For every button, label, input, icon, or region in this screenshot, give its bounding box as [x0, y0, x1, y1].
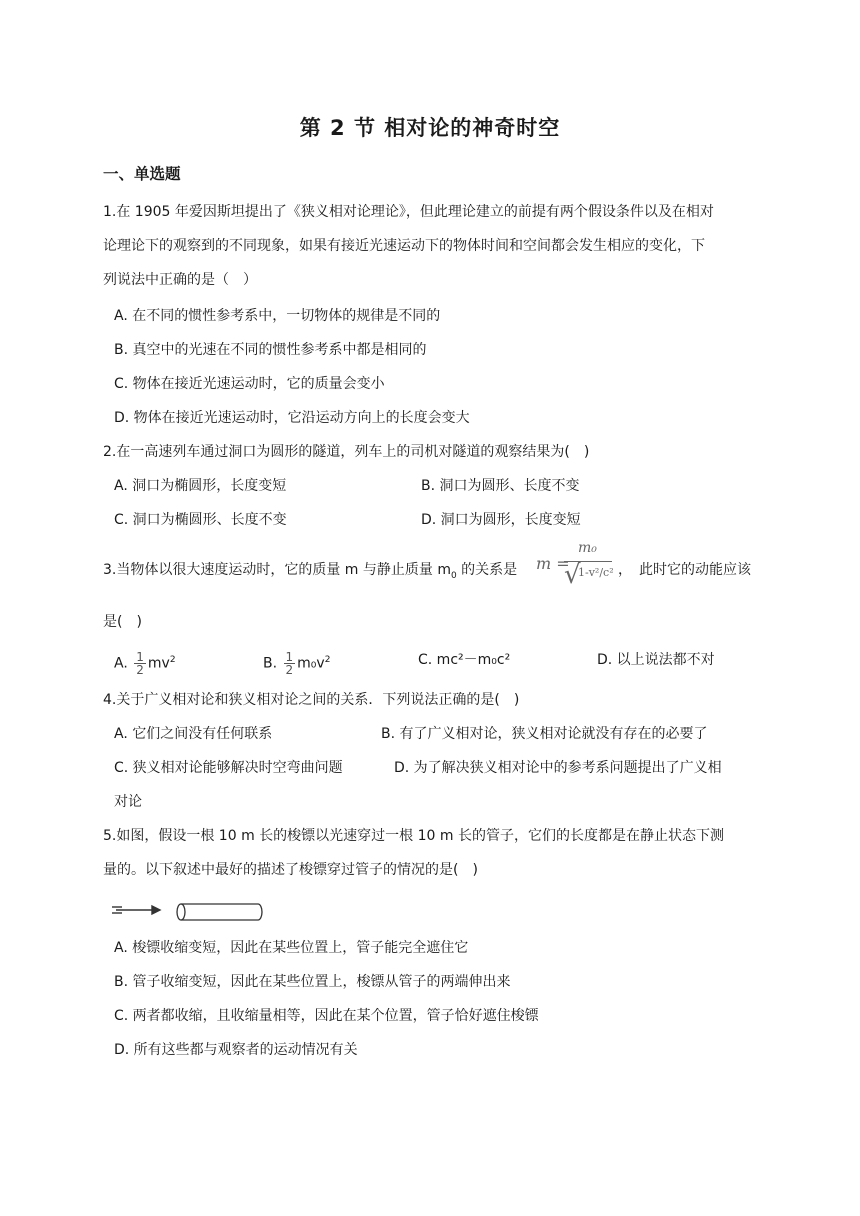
- fraction-half: [284, 651, 296, 676]
- q2-option-b: B. 洞口为圆形、长度不变: [421, 478, 580, 494]
- q3-option-d: D. 以上说法都不对: [597, 652, 715, 668]
- q3-b-expr: m₀v: [297, 655, 325, 672]
- formula-numerator: m₀: [578, 540, 597, 556]
- q5-option-b: B. 管子收缩变短，因此在某些位置上，梭镖从管子的两端伸出来: [114, 974, 511, 990]
- mass-formula: [536, 540, 616, 596]
- formula-radicand: 1-v²/c²: [578, 566, 614, 579]
- q5-option-c: C. 两者都收缩，且收缩量相等，因此在某个位置，管子恰好遮住梭镖: [114, 1008, 539, 1024]
- q3-subscript: 0: [450, 570, 457, 581]
- q5-option-d: D. 所有这些都与观察者的运动情况有关: [114, 1042, 358, 1058]
- q3-a-square: 2: [169, 655, 176, 665]
- q3-a-label: A.: [114, 655, 128, 672]
- q3-option-b: [263, 650, 330, 676]
- q1-stem-line3: 列说法中正确的是（ ）: [103, 272, 257, 288]
- q2-stem: 2.在一高速列车通过洞口为圆形的隧道，列车上的司机对隧道的观察结果为( ): [103, 444, 590, 460]
- tube-icon: [177, 904, 262, 920]
- q3-option-c: C. mc²－m₀c²: [418, 652, 511, 668]
- q5-stem-line1: 5.如图，假设一根 10 m 长的梭镖以光速穿过一根 10 m 长的管子，它们的长度都是在静止状态下测: [103, 828, 724, 844]
- q2-option-a: A. 洞口为椭圆形，长度变短: [114, 478, 287, 494]
- q3-stem-part2: 的关系是: [456, 562, 518, 578]
- q3-b-square: 2: [324, 655, 331, 665]
- half-numerator: 1: [136, 650, 144, 665]
- q1-option-c: C. 物体在接近光速运动时，它的质量会变小: [114, 376, 385, 392]
- q3-option-a: [114, 650, 176, 676]
- javelin-tube-figure: [110, 898, 270, 926]
- q2-option-d: D. 洞口为圆形，长度变短: [421, 512, 581, 528]
- q4-option-d-line1: D. 为了解决狭义相对论中的参考系问题提出了广义相: [394, 760, 722, 776]
- q5-option-a: A. 梭镖收缩变短，因此在某些位置上，管子能完全遮住它: [114, 940, 469, 956]
- q3-stem-part3: ， 此时它的动能应该: [618, 562, 751, 578]
- fraction-half: [134, 651, 146, 676]
- half-numerator: 1: [285, 650, 294, 665]
- q1-stem-line2: 论理论下的观察到的不同现象，如果有接近光速运动下的物体时间和空间都会发生相应的变化，下: [103, 238, 705, 254]
- q5-stem-line2: 量的。以下叙述中最好的描述了梭镖穿过管子的情况的是( ): [103, 862, 478, 878]
- q4-option-b: B. 有了广义相对论，狭义相对论就没有存在的必要了: [381, 726, 708, 742]
- half-denominator: 2: [285, 663, 294, 678]
- q3-a-expr: mv: [147, 655, 170, 672]
- q2-option-c: C. 洞口为椭圆形、长度不变: [114, 512, 287, 528]
- q3-stem-part1: 3.当物体以很大速度运动时，它的质量 m 与静止质量 m: [103, 562, 451, 578]
- formula-lhs: m =: [536, 554, 570, 573]
- sqrt-icon: √: [564, 560, 581, 590]
- q1-stem-line1: 1.在 1905 年爱因斯坦提出了《狭义相对论理论》，但此理论建立的前提有两个假设条件以及在相对: [103, 204, 714, 220]
- q4-option-a: A. 它们之间没有任何联系: [114, 726, 273, 742]
- page-title: 第 2 节 相对论的神奇时空: [299, 116, 561, 140]
- half-denominator: 2: [136, 663, 144, 678]
- q1-option-a: A. 在不同的惯性参考系中，一切物体的规律是不同的: [114, 308, 441, 324]
- q4-stem: 4.关于广义相对论和狭义相对论之间的关系．下列说法正确的是( ): [103, 692, 520, 708]
- q1-option-b: B. 真空中的光速在不同的惯性参考系中都是相同的: [114, 342, 427, 358]
- section-heading: 一、单选题: [103, 165, 181, 183]
- q1-option-d: D. 物体在接近光速运动时，它沿运动方向上的长度会变大: [114, 410, 470, 426]
- q3-stem-line2: 是( ): [103, 614, 142, 630]
- q3-b-label: B.: [263, 655, 278, 672]
- javelin-icon: [112, 906, 160, 914]
- q3-stem-line1: [103, 560, 517, 586]
- q4-option-c: C. 狭义相对论能够解决时空弯曲问题: [114, 760, 343, 776]
- q4-option-d-line2: 对论: [114, 794, 142, 810]
